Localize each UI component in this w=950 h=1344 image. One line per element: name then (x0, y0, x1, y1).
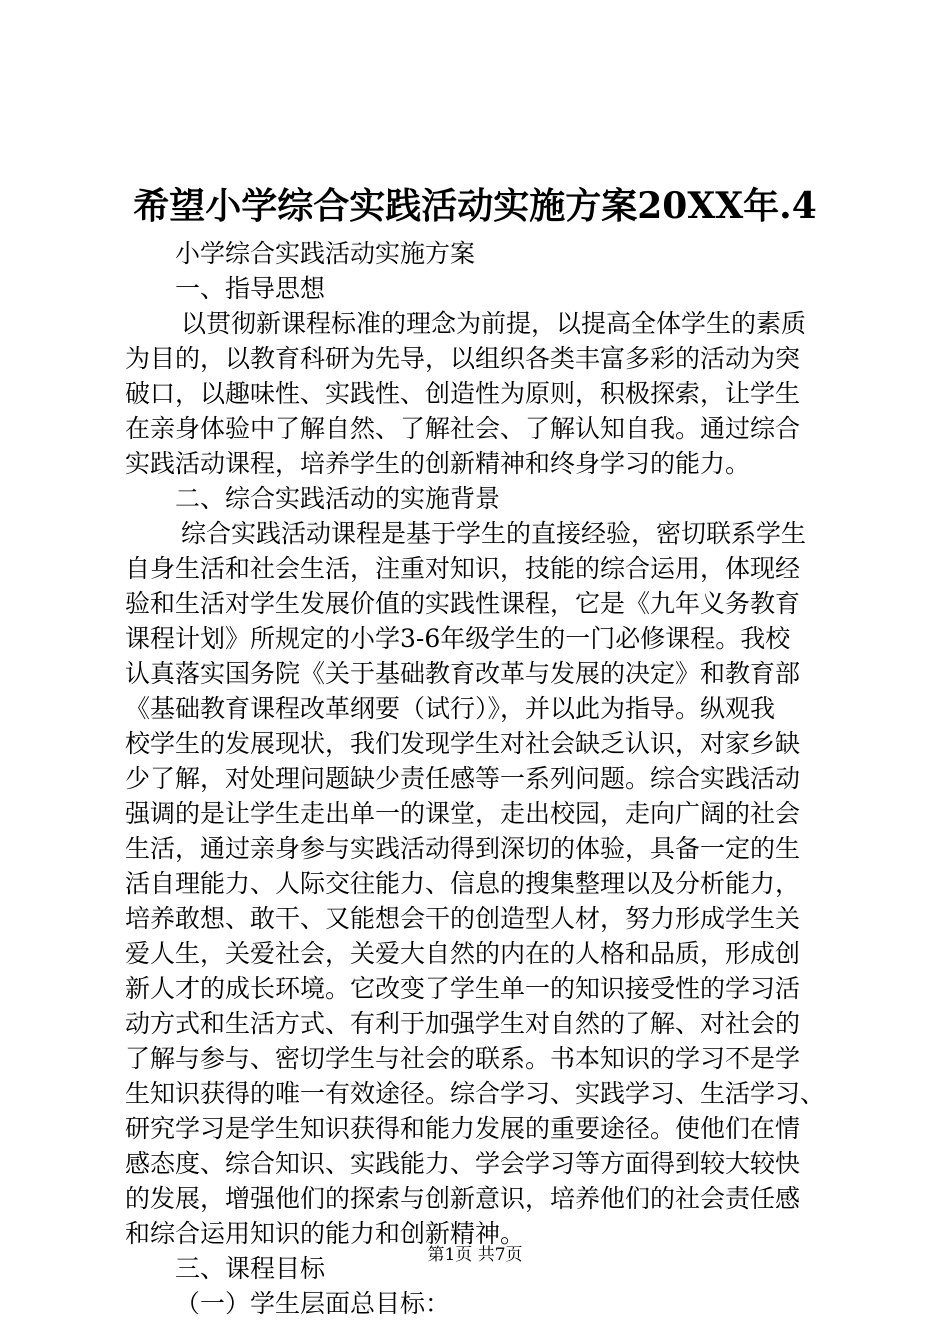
paragraph-line: 认真落实国务院《关于基础教育改革与发展的决定》和教育部 (125, 659, 801, 688)
paragraph-line: 校学生的发展现状，我们发现学生对社会缺乏认识，对家乡缺 (125, 729, 801, 758)
paragraph-line: 实践活动课程，培养学生的创新精神和终身学习的能力。 (125, 449, 751, 478)
paragraph-line: 强调的是让学生走出单一的课堂，走出校园，走向广阔的社会 (125, 799, 801, 828)
paragraph-line: 感态度、综合知识、实践能力、学会学习等方面得到较大较快 (125, 1149, 801, 1178)
document-body (125, 236, 830, 1321)
paragraph-line: 和综合运用知识的能力和创新精神。 (125, 1219, 526, 1248)
paragraph-line: 爱人生，关爱社会，关爱大自然的内在的人格和品质，形成创 (125, 939, 801, 968)
paragraph-line: 了解与参与、密切学生与社会的联系。书本知识的学习不是学 (125, 1044, 801, 1073)
paragraph-line: 课程计划》所规定的小学3-6年级学生的一门必修课程。我校 (125, 624, 791, 653)
page-footer: 第1页 共7页 (427, 1245, 523, 1265)
section-heading: 一、指导思想 (175, 274, 326, 303)
section-heading: 三、课程目标 (175, 1254, 326, 1283)
paragraph-line: 的发展，增强他们的探索与创新意识，培养他们的社会责任感 (125, 1184, 801, 1213)
document-title: 希望小学综合实践活动实施方案20XX年.4 (133, 185, 817, 227)
paragraph-line: 在亲身体验中了解自然、了解社会、了解认知自我。通过综合 (125, 414, 801, 443)
paragraph-line: 以贯彻新课程标准的理念为前提，以提高全体学生的素质 (181, 309, 807, 338)
paragraph-line: 培养敢想、敢干、又能想会干的创造型人材，努力形成学生关 (125, 904, 801, 933)
paragraph-line: 新人才的成长环境。它改变了学生单一的知识接受性的学习活 (125, 974, 801, 1003)
paragraph-line: 自身生活和社会生活，注重对知识，技能的综合运用，体现经 (125, 554, 801, 583)
paragraph-line: 动方式和生活方式、有利于加强学生对自然的了解、对社会的 (125, 1009, 801, 1038)
paragraph-line: 综合实践活动课程是基于学生的直接经验，密切联系学生 (181, 519, 807, 548)
subsection-heading: （一）学生层面总目标： (175, 1289, 451, 1318)
section-heading: 二、综合实践活动的实施背景 (175, 484, 501, 513)
paragraph-line: 《基础教育课程改革纲要（试行）》，并以此为指导。纵观我 (125, 694, 776, 723)
subtitle-line: 小学综合实践活动实施方案 (175, 239, 476, 268)
paragraph-line: 生知识获得的唯一有效途径。综合学习、实践学习、生活学习、 (125, 1079, 826, 1108)
paragraph-line: 少了解，对处理问题缺少责任感等一系列问题。综合实践活动 (125, 764, 801, 793)
paragraph-line: 破口，以趣味性、实践性、创造性为原则，积极探索，让学生 (125, 379, 801, 408)
paragraph-line: 为目的，以教育科研为先导，以组织各类丰富多彩的活动为突 (125, 344, 801, 373)
paragraph-line: 活自理能力、人际交往能力、信息的搜集整理以及分析能力， (125, 869, 801, 898)
paragraph-line: 研究学习是学生知识获得和能力发展的重要途径。使他们在情 (125, 1114, 801, 1143)
paragraph-line: 验和生活对学生发展价值的实践性课程，它是《九年义务教育 (125, 589, 801, 618)
paragraph-line: 生活，通过亲身参与实践活动得到深切的体验，具备一定的生 (125, 834, 801, 863)
